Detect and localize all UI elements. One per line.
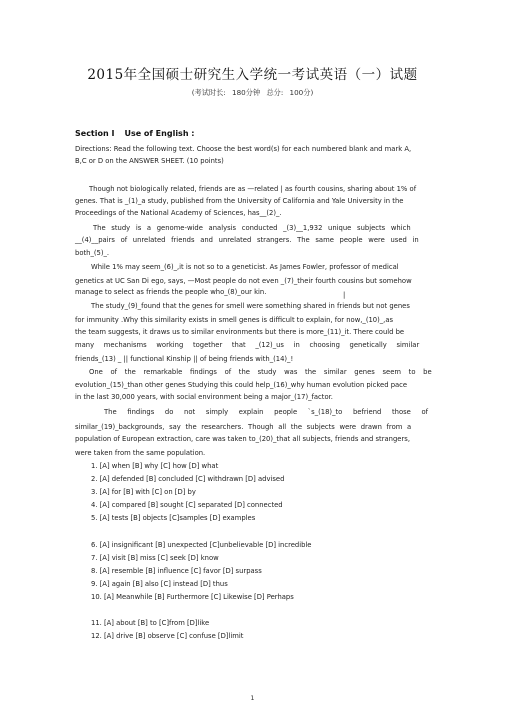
passage-line: While 1% may seem_(6)_,it is not so to a geneticist. As James Fowler, professor of medical	[91, 263, 399, 271]
section-name: Use of English :	[124, 129, 195, 138]
question-options: 7. [A] visit [B] miss [C] seek [D] know	[91, 554, 219, 562]
section-heading	[75, 129, 195, 138]
time-value: 180分钟	[232, 88, 261, 97]
question-options: 3. [A] for [B] with [C] on [D] by	[91, 488, 196, 496]
question-options: 5. [A] tests [B] objects [C]samples [D] examples	[91, 514, 256, 522]
question-options: 8. [A] resemble [B] influence [C] favor [D] surpass	[91, 567, 262, 575]
score-value: 100分)	[289, 88, 314, 97]
passage-line: genetics at UC San Di ego, says, —Most people do not even _(7)_their fourth cousins but somehow	[75, 277, 412, 285]
question-options: 9. [A] again [B] also [C] instead [D] thus	[91, 580, 228, 588]
exam-title: 2015年全国硕士研究生入学统一考试英语（一）试题	[87, 67, 418, 83]
section-part: Section I	[75, 129, 115, 138]
passage-line: One of the remarkable findings of the study was the similar genes seem to be	[89, 368, 432, 376]
question-options: 11. [A] about [B] to [C]from [D]like	[91, 619, 210, 627]
passage-line: were taken from the same population.	[75, 449, 206, 457]
directions-line: B,C or D on the ANSWER SHEET. (10 points)	[75, 157, 224, 165]
passage-line: both_(5)_.	[75, 249, 110, 257]
passage-line: The findings do not simply explain people `s_(18)_to befriend those of	[104, 408, 429, 416]
question-options: 12. [A] drive [B] observe [C] confuse [D]limit	[91, 632, 244, 640]
passage-line: similar_(19)_backgrounds, say the researchers. Though all the subjects were drawn from a	[75, 423, 412, 431]
score-label: 总分:	[266, 88, 284, 97]
page-number: 1	[250, 694, 255, 702]
passage-line: __(4)__pairs of unrelated friends and unrelated strangers. The same people were used in	[75, 236, 419, 244]
question-options: 6. [A] insignificant [B] unexpected [C]unbelievable [D] incredible	[91, 541, 312, 549]
passage-line: genes. That is _(1)_a study, published from the University of California and Yale University in the	[75, 197, 404, 205]
passage-line: many mechanisms working together that _(12)_us in choosing genetically similar	[75, 341, 420, 349]
directions-line: Directions: Read the following text. Choose the best word(s) for each numbered blank and mark A,	[75, 145, 412, 153]
question-options: 4. [A] compared [B] sought [C] separated [D] connected	[91, 501, 283, 509]
question-options: 2. [A] defended [B] concluded [C] withdrawn [D] advised	[91, 475, 285, 483]
passage-line: for immunity .Why this similarity exists in smell genes is difficult to explain, for now,_(10)_,as	[75, 316, 394, 324]
passage-line: manage to select as friends the people who_(8)_our kin.	[75, 288, 267, 296]
passage-line: population of European extraction, care was taken to_(20)_that all subjects, friends and strangers,	[75, 435, 410, 443]
passage-line: Though not biologically related, friends are as —related | as fourth cousins, sharing about 1% of	[89, 185, 417, 193]
passage-line: Proceedings of the National Academy of Sciences, has__(2)_.	[75, 209, 282, 217]
passage-line: in the last 30,000 years, with social environment being a major_(17)_factor.	[75, 393, 333, 401]
time-label: (考试时长:	[191, 88, 226, 97]
stray-mark: |	[343, 291, 346, 299]
question-options: 1. [A] when [B] why [C] how [D] what	[91, 462, 219, 470]
passage-line: friends_(13) _ || functional Kinship || of being friends with_(14)_!	[75, 355, 294, 363]
question-options: 10. [A] Meanwhile [B] Furthermore [C] Likewise [D] Perhaps	[91, 593, 294, 601]
passage-line: evolution_(15)_than other genes Studying this could help_(16)_why human evolution picked pace	[75, 381, 408, 389]
passage-line: The study is a genome-wide analysis conducted _(3)__1,932 unique subjects which	[93, 224, 411, 232]
exam-subtitle	[0, 88, 505, 98]
passage-line: the team suggests, it draws us to similar environments but there is more_(11)_it. There could be	[75, 328, 405, 336]
passage-line: The study_(9)_found that the genes for smell were something shared in friends but not genes	[91, 302, 410, 310]
